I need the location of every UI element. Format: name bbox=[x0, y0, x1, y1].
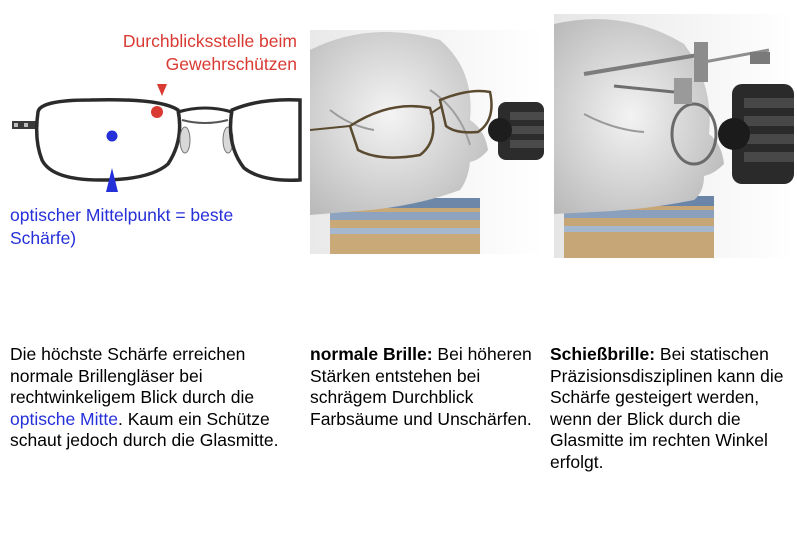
glasses-diagram bbox=[0, 0, 305, 280]
optical-center-highlight: optische Mitte bbox=[10, 408, 118, 429]
normal-glasses-text: Bei höheren Stärken entstehen bei schrägem Durchblick Farbsäume und Unschärfen. bbox=[310, 344, 532, 429]
right-lens-frame bbox=[231, 100, 301, 181]
left-text-end: . Kaum ein Schütze schaut jedoch durch die Glasmitte. bbox=[10, 408, 279, 450]
shooting-glasses-explanation bbox=[550, 344, 785, 473]
glasses-frame-illustration bbox=[0, 0, 305, 200]
normal-glasses-photo bbox=[310, 30, 544, 254]
optical-center-explanation bbox=[10, 344, 306, 452]
shooting-glasses-photo bbox=[554, 14, 794, 258]
shooting-glasses-text: Bei statischen Präzisionsdisziplinen kann die Schärfe gesteigert werden, wenn der Blick durch die Glasmitte im rechten Winkel erfolgt. bbox=[550, 344, 784, 472]
optical-center-label: optischer Mittelpunkt = beste Schärfe) bbox=[10, 205, 234, 248]
shooting-glasses-heading: Schießbrille: bbox=[550, 344, 656, 364]
left-nose-pad bbox=[180, 127, 190, 153]
red-arrow-icon bbox=[157, 84, 167, 96]
shooter-sightpoint-label: Durchblicksstelle beim Gewehrschützen bbox=[122, 31, 297, 74]
normal-glasses-explanation bbox=[310, 344, 545, 430]
optical-center-dot bbox=[107, 131, 118, 142]
normal-glasses-heading: normale Brille: bbox=[310, 344, 433, 364]
shooter-sightpoint-dot bbox=[151, 106, 163, 118]
bridge bbox=[178, 108, 232, 112]
left-text-start: Die höchste Schärfe erreichen normale Brillengläser bei rechtwinkeligem Blick durch die bbox=[10, 344, 255, 407]
